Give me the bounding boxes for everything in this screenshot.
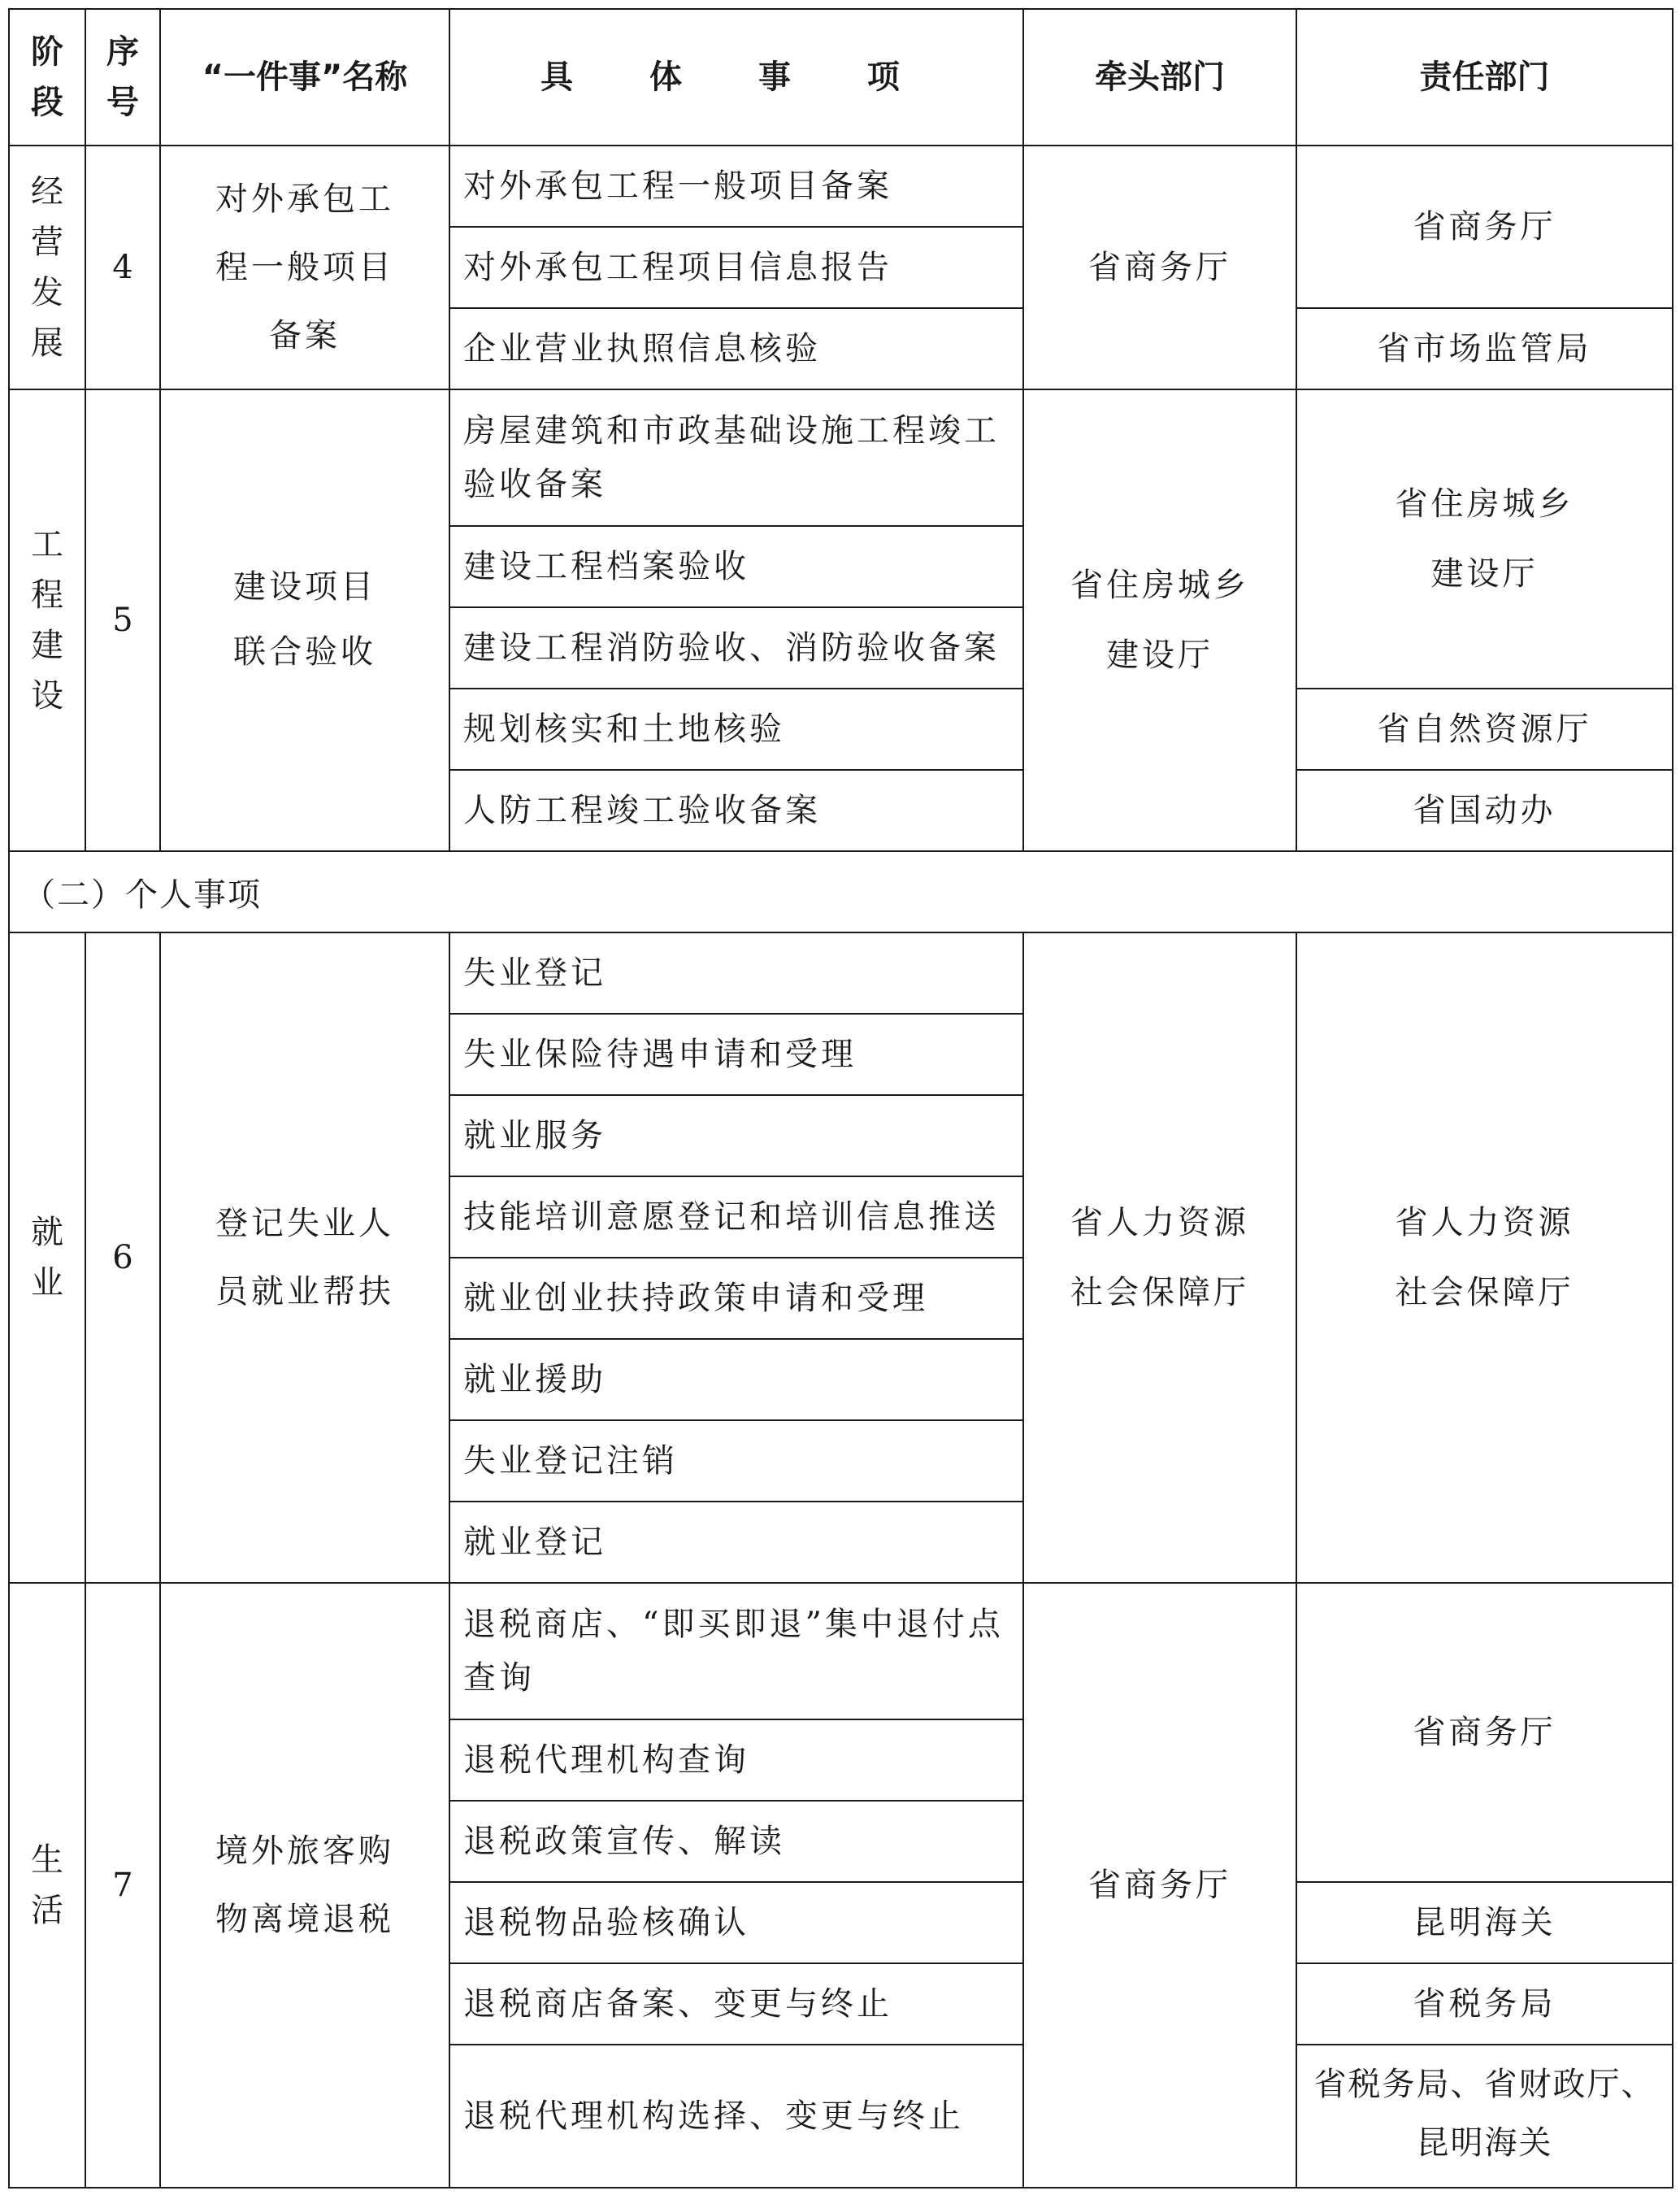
item-cell: 就业登记: [449, 1502, 1023, 1583]
item-cell: 对外承包工程一般项目备案: [449, 146, 1023, 227]
header-name: “一件事”名称: [160, 9, 449, 146]
item-cell: 退税商店备案、变更与终止: [449, 1963, 1023, 2045]
lead-department-cell: 省住房城乡建设厅: [1023, 389, 1296, 851]
item-cell: 建设工程消防验收、消防验收备案: [449, 607, 1023, 689]
number-cell: 7: [85, 1583, 160, 2188]
table-row: [9, 389, 1673, 526]
responsible-department-cell: 省自然资源厅: [1296, 689, 1673, 770]
item-cell: 失业登记注销: [449, 1420, 1023, 1502]
item-cell: 退税代理机构选择、变更与终止: [449, 2045, 1023, 2188]
item-cell: 房屋建筑和市政基础设施工程竣工验收备案: [449, 389, 1023, 526]
section-title: （二）个人事项: [9, 851, 1673, 932]
affair-name-cell: 对外承包工程一般项目备案: [160, 146, 449, 389]
item-cell: 失业登记: [449, 932, 1023, 1014]
stage-cell: 工程建设: [9, 389, 85, 851]
number-cell: 4: [85, 146, 160, 389]
header-lead: 牵头部门: [1023, 9, 1296, 146]
header-stage: 阶段: [9, 9, 85, 146]
responsible-department-cell: 省国动办: [1296, 770, 1673, 851]
item-cell: 就业创业扶持政策申请和受理: [449, 1258, 1023, 1339]
header-no: 序号: [85, 9, 160, 146]
item-cell: 失业保险待遇申请和受理: [449, 1014, 1023, 1095]
section-row: [9, 851, 1673, 932]
responsible-department-cell: 省税务局: [1296, 1963, 1673, 2045]
item-cell: 就业援助: [449, 1339, 1023, 1420]
stage-cell: 就业: [9, 932, 85, 1583]
item-cell: 人防工程竣工验收备案: [449, 770, 1023, 851]
responsible-department-cell: 昆明海关: [1296, 1882, 1673, 1963]
item-cell: 退税物品验核确认: [449, 1882, 1023, 1963]
header-row: [9, 9, 1673, 146]
number-cell: 5: [85, 389, 160, 851]
lead-department-cell: 省商务厅: [1023, 1583, 1296, 2188]
item-cell: 企业营业执照信息核验: [449, 308, 1023, 389]
header-items: 具 体 事 项: [449, 9, 1023, 146]
item-cell: 退税政策宣传、解读: [449, 1801, 1023, 1882]
responsible-department-cell: 省人力资源社会保障厅: [1296, 932, 1673, 1583]
stage-cell: 生活: [9, 1583, 85, 2188]
affairs-table: [8, 8, 1673, 2188]
responsible-department-cell: 省市场监管局: [1296, 308, 1673, 389]
lead-department-cell: 省商务厅: [1023, 146, 1296, 389]
header-resp: 责任部门: [1296, 9, 1673, 146]
affair-name-cell: 建设项目联合验收: [160, 389, 449, 851]
item-cell: 技能培训意愿登记和培训信息推送: [449, 1176, 1023, 1258]
table-row: [9, 146, 1673, 227]
responsible-department-cell: 省住房城乡建设厅: [1296, 389, 1673, 689]
item-cell: 对外承包工程项目信息报告: [449, 227, 1023, 308]
table-row: [9, 932, 1673, 1014]
lead-department-cell: 省人力资源社会保障厅: [1023, 932, 1296, 1583]
item-cell: 建设工程档案验收: [449, 526, 1023, 607]
affair-name-cell: 境外旅客购物离境退税: [160, 1583, 449, 2188]
responsible-department-cell: 省税务局、省财政厅、昆明海关: [1296, 2045, 1673, 2188]
number-cell: 6: [85, 932, 160, 1583]
item-cell: 规划核实和土地核验: [449, 689, 1023, 770]
item-cell: 退税代理机构查询: [449, 1719, 1023, 1801]
item-cell: 就业服务: [449, 1095, 1023, 1176]
item-cell: 退税商店、“即买即退”集中退付点查询: [449, 1583, 1023, 1719]
affair-name-cell: 登记失业人员就业帮扶: [160, 932, 449, 1583]
responsible-department-cell: 省商务厅: [1296, 146, 1673, 308]
responsible-department-cell: 省商务厅: [1296, 1583, 1673, 1882]
stage-cell: 经营发展: [9, 146, 85, 389]
table-row: [9, 1583, 1673, 1719]
